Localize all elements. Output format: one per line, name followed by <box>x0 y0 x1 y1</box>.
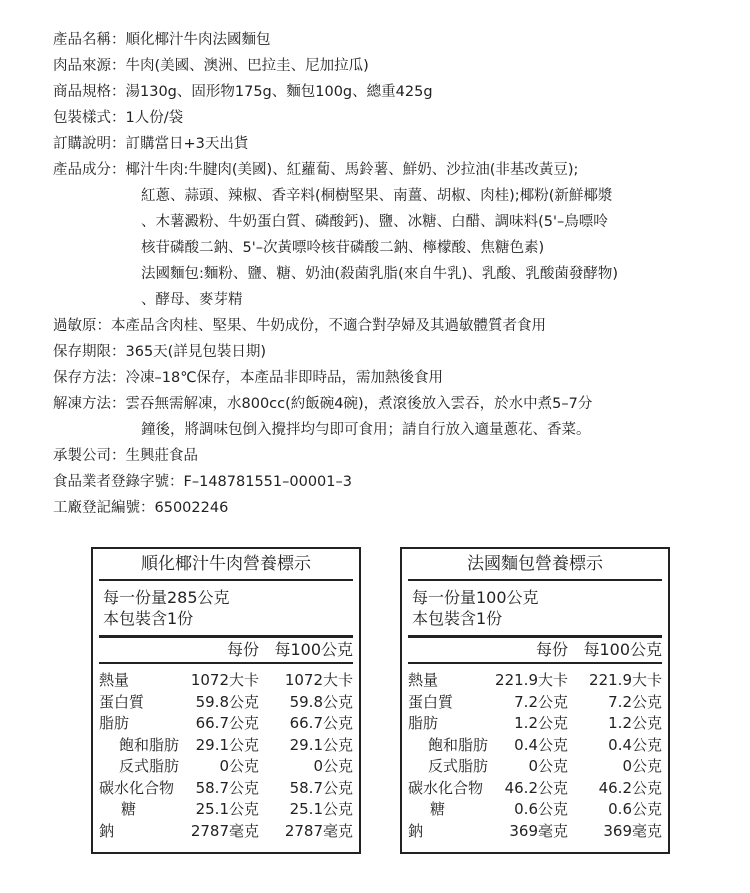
nutrient-per-serving: 58.7公克 <box>195 778 259 797</box>
info-row-ingredients <box>53 157 733 183</box>
info-row-spec <box>53 79 733 105</box>
nutrient-row <box>408 778 662 800</box>
shelf-label: 保存期限： <box>53 344 126 360</box>
nutrient-per-serving: 66.7公克 <box>195 714 259 732</box>
registration-value: F–148781551–00001–3 <box>183 474 352 490</box>
nutrient-per-serving: 0公克 <box>219 757 260 775</box>
nutrient-name: 飽和脂肪 <box>428 735 489 754</box>
info-row-registration <box>53 469 733 495</box>
nutrient-name: 碳水化合物 <box>408 778 484 797</box>
nutrient-per-serving: 29.1公克 <box>195 735 260 754</box>
storage-label: 保存方法： <box>53 370 126 386</box>
name-label: 產品名稱： <box>53 32 126 48</box>
allergy-label: 過敏原： <box>53 318 111 334</box>
nutrient-row <box>99 735 353 757</box>
nutrient-per-100g: 29.1公克 <box>289 735 354 754</box>
col-per-100g: 每100公克 <box>274 640 353 659</box>
panel-title: 順化椰汁牛肉營養標示 <box>99 549 353 581</box>
nutrient-row <box>408 670 662 692</box>
order-label: 訂購說明： <box>53 136 126 152</box>
nutrient-name: 蛋白質 <box>99 692 145 711</box>
info-row-origin <box>53 53 733 79</box>
info-row-name <box>53 27 733 53</box>
nutrient-per-100g: 0.4公克 <box>608 735 663 754</box>
nutrient-per-100g: 0公克 <box>622 757 663 775</box>
nutrition-panel-beef <box>91 547 361 854</box>
nutrient-per-100g: 0公克 <box>313 757 354 775</box>
order-value: 訂購當日+3天出貨 <box>125 136 249 152</box>
info-row-order <box>53 131 733 157</box>
nutrient-name: 熱量 <box>408 671 439 689</box>
product-info <box>53 27 733 521</box>
nutrient-per-serving: 221.9大卡 <box>495 671 568 689</box>
thaw-line: 鐘後，將調味包倒入攪拌均勻即可食用；請自行放入適量蔥花、香菜。 <box>141 422 591 438</box>
name-value: 順化椰汁牛肉法國麵包 <box>125 32 271 48</box>
nutrient-per-serving: 2787毫克 <box>190 821 259 840</box>
nutrient-name: 蛋白質 <box>408 692 454 711</box>
col-per-100g: 每100公克 <box>583 640 662 659</box>
nutrient-per-serving: 1.2公克 <box>514 714 568 732</box>
nutrient-row <box>99 799 353 821</box>
nutrient-name: 鈉 <box>408 821 424 840</box>
allergy-value: 本產品含肉桂、堅果、牛奶成份，不適合對孕婦及其過敏體質者食用 <box>111 318 546 334</box>
column-headers <box>99 638 353 664</box>
nutrient-row <box>408 756 662 778</box>
nutrient-name: 飽和脂肪 <box>119 735 180 754</box>
nutrient-name: 熱量 <box>99 671 130 689</box>
nutrient-row <box>99 778 353 800</box>
nutrient-per-serving: 0.6公克 <box>514 800 568 818</box>
origin-label: 肉品來源： <box>53 58 126 74</box>
ingredients-line: 椰汁牛肉:牛腱肉(美國)、紅蘿蔔、馬鈴薯、鮮奶、沙拉油(非基改黃豆); <box>125 162 579 178</box>
nutrient-per-100g: 46.2公克 <box>598 778 662 797</box>
nutrient-per-100g: 2787毫克 <box>284 821 353 840</box>
nutrient-row <box>99 713 353 735</box>
nutrient-per-serving: 369毫克 <box>509 821 568 840</box>
nutrient-per-100g: 1.2公克 <box>608 714 662 732</box>
nutrient-per-100g: 369毫克 <box>603 821 662 840</box>
nutrient-per-serving: 1072大卡 <box>190 671 259 689</box>
serving-size: 每一份量100公克 <box>412 588 539 607</box>
servings-per-pack: 本包裝含1份 <box>412 609 503 628</box>
nutrient-per-100g: 0.6公克 <box>608 800 662 818</box>
column-headers <box>408 638 662 664</box>
ingredients-line: 、木薯澱粉、牛奶蛋白質、磷酸鈣)、鹽、冰糖、白醋、調味料(5'–鳥嘌呤 <box>141 214 608 230</box>
panel-title: 法國麵包營養標示 <box>408 549 662 581</box>
nutrient-name: 糖 <box>121 800 137 818</box>
nutrient-per-100g: 59.8公克 <box>289 692 353 711</box>
nutrient-name: 反式脂肪 <box>428 757 489 775</box>
info-row-factory <box>53 495 733 521</box>
pack-label: 包裝樣式： <box>53 110 126 126</box>
origin-value: 牛肉(美國、澳洲、巴拉圭、尼加拉瓜) <box>125 58 369 74</box>
nutrient-per-serving: 0公克 <box>528 757 569 775</box>
nutrient-per-serving: 7.2公克 <box>514 692 568 711</box>
serving-info <box>99 581 353 638</box>
nutrient-name: 脂肪 <box>99 714 130 732</box>
spec-label: 商品規格： <box>53 84 126 100</box>
nutrient-name: 碳水化合物 <box>99 778 175 797</box>
thaw-line: 雲吞無需解凍，水800cc(約飯碗4碗)，煮滾後放入雲吞，於水中煮5–7分 <box>125 396 593 412</box>
nutrient-name: 脂肪 <box>408 714 439 732</box>
nutrient-row <box>408 713 662 735</box>
nutrient-per-100g: 7.2公克 <box>608 692 662 711</box>
spec-value: 湯130g、固形物175g、麵包100g、總重425g <box>125 84 433 100</box>
info-row-allergy <box>53 313 733 339</box>
pack-value: 1人份/袋 <box>125 110 184 126</box>
col-per-serving: 每份 <box>535 640 568 659</box>
ingredients-line: 紅蔥、蒜頭、辣椒、香辛料(桐樹堅果、南薑、胡椒、肉桂);椰粉(新鮮椰漿 <box>141 188 613 204</box>
nutrient-per-serving: 59.8公克 <box>195 692 259 711</box>
info-row-thaw <box>53 391 733 417</box>
storage-value: 冷凍–18℃保存，本產品非即時品，需加熱後食用 <box>125 370 443 386</box>
nutrient-per-serving: 25.1公克 <box>195 800 259 818</box>
nutrient-per-100g: 25.1公克 <box>289 800 353 818</box>
nutrient-per-100g: 58.7公克 <box>289 778 353 797</box>
ingredients-line: 法國麵包:麵粉、鹽、糖、奶油(殺菌乳脂(來自牛乳)、乳酸、乳酸菌發酵物) <box>141 266 619 282</box>
nutrient-per-serving: 46.2公克 <box>504 778 568 797</box>
info-row-shelf <box>53 339 733 365</box>
nutrient-row <box>99 821 353 843</box>
nutrient-row <box>99 670 353 692</box>
maker-value: 生興莊食品 <box>125 448 198 464</box>
nutrient-row <box>408 799 662 821</box>
factory-value: 65002246 <box>154 500 229 516</box>
nutrient-name: 反式脂肪 <box>119 757 180 775</box>
nutrition-panel-bread <box>400 547 670 854</box>
nutrient-row <box>408 692 662 714</box>
serving-info <box>408 581 662 638</box>
nutrient-per-serving: 0.4公克 <box>514 735 569 754</box>
nutrient-rows <box>99 664 353 842</box>
nutrient-name: 鈉 <box>99 821 115 840</box>
nutrient-per-100g: 1072大卡 <box>284 671 353 689</box>
info-row-maker <box>53 443 733 469</box>
maker-label: 承製公司： <box>53 448 126 464</box>
servings-per-pack: 本包裝含1份 <box>103 609 194 628</box>
col-per-serving: 每份 <box>226 640 259 659</box>
nutrient-row <box>408 735 662 757</box>
nutrient-row <box>99 692 353 714</box>
registration-label: 食品業者登錄字號： <box>53 474 184 490</box>
info-row-storage <box>53 365 733 391</box>
ingredients-line: 、酵母、麥芽精 <box>141 292 243 308</box>
nutrient-row <box>408 821 662 843</box>
ingredients-label: 產品成分： <box>53 162 126 178</box>
info-row-pack <box>53 105 733 131</box>
nutrient-name: 糖 <box>430 800 446 818</box>
thaw-label: 解凍方法： <box>53 396 126 412</box>
nutrient-per-100g: 221.9大卡 <box>589 671 662 689</box>
shelf-value: 365天(詳見包裝日期) <box>125 344 266 360</box>
nutrient-row <box>99 756 353 778</box>
factory-label: 工廠登記編號： <box>53 500 155 516</box>
serving-size: 每一份量285公克 <box>103 588 230 607</box>
nutrient-rows <box>408 664 662 842</box>
nutrient-per-100g: 66.7公克 <box>289 714 353 732</box>
ingredients-line: 核苷磷酸二鈉、5'–次黃嘌呤核苷磷酸二鈉、檸檬酸、焦糖色素) <box>141 240 545 256</box>
